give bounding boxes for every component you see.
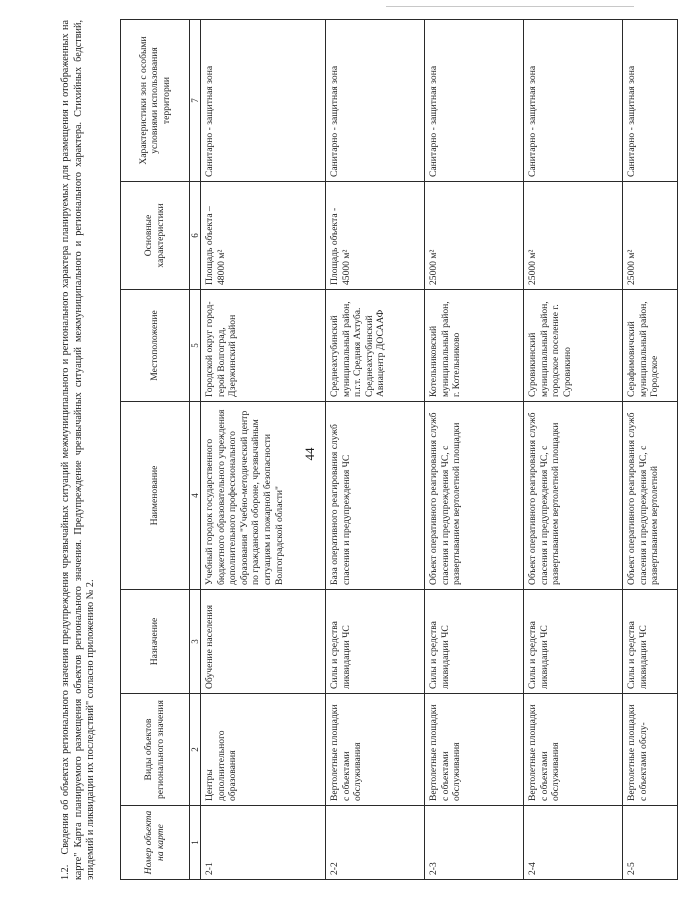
page-number: 44 — [302, 447, 317, 461]
cell-purpose: Силы и средства ликвидации ЧС — [326, 590, 425, 694]
cell-number: 2-2 — [326, 806, 425, 880]
cell-location: Котельниковский муниципальный район, г. Котельниково — [425, 290, 524, 402]
cell-name: Учебный городок государственного бюджетного образовательного учреждения дополнительного профессионального образования "Учебно-методический центр по гражданской обороне, чрезвычайным ситуациям и пожарной безопасности Волгоградской области" — [201, 402, 326, 590]
section-heading-text: Сведения об объектах регионального значения предупреждения чрезвычайных ситуаций межмуниципального и регионального характера планируемых для размещения и отображенных на карте" Карта планируемого размещения объектов регионального значения. Предупреждение чрезвычайных ситуаций межмуниципального и регионального характера. Стихийных бедствий, эпидемий и ликвидации их последствий" согласно приложению № 2. — [60, 19, 96, 880]
cell-characteristics: 25000 м² — [623, 182, 678, 290]
cell-name: База оперативного реагирования служб спасения и предупреждения ЧС — [326, 402, 425, 590]
cell-characteristics: 25000 м² — [425, 182, 524, 290]
cell-zones: Санитарно - защитная зона — [623, 20, 678, 182]
col-header-number: Номер объекта на карте — [121, 806, 190, 880]
cell-location: Суровикинский муниципальный район, городское поселение г. Суровикино — [524, 290, 623, 402]
cell-purpose: Силы и средства ликвидации ЧС — [524, 590, 623, 694]
section-number: 1.2. — [60, 864, 71, 880]
column-number: 6 — [190, 182, 201, 290]
cell-location: Городской округ город-герой Волгоград, Дзержинский район — [201, 290, 326, 402]
table-row — [326, 20, 425, 880]
scan-edge-line — [386, 6, 634, 7]
cell-zones: Санитарно - защитная зона — [524, 20, 623, 182]
column-number: 4 — [190, 402, 201, 590]
cell-number: 2-3 — [425, 806, 524, 880]
cell-name: Объект оперативного реагирования служб спасения и предупреждения ЧС, с развертыванием вертолетной площадки — [425, 402, 524, 590]
cell-number: 2-4 — [524, 806, 623, 880]
col-header-location: Местоположение — [121, 290, 190, 402]
cell-number: 2-1 — [201, 806, 326, 880]
cell-name: Объект оперативного реагирования служб спасения и предупреждения ЧС, с развертыванием вертолетной — [623, 402, 678, 590]
cell-type: Центры дополнительного образования — [201, 694, 326, 806]
cell-characteristics: 25000 м² — [524, 182, 623, 290]
column-number: 1 — [190, 806, 201, 880]
cell-characteristics: Площадь объекта – 48000 м² — [201, 182, 326, 290]
table-header-row — [121, 20, 190, 880]
col-header-zones: Характеристики зон с особыми условиями использования территории — [121, 20, 190, 182]
cell-type: Вертолетные площадки с объектами обслу- — [623, 694, 678, 806]
cell-zones: Санитарно - защитная зона — [326, 20, 425, 182]
cell-location: Среднеахтубинский муниципальный район, п.г.т. Средняя Ахтуба. Среднеахтубинский Авиацентр ДОСААФ — [326, 290, 425, 402]
cell-purpose: Обучение населения — [201, 590, 326, 694]
table-row — [623, 20, 678, 880]
cell-location: Серафимовичский муниципальный район, Городское — [623, 290, 678, 402]
col-header-characteristics: Основные характеристики — [121, 182, 190, 290]
col-header-purpose: Назначение — [121, 590, 190, 694]
cell-type: Вертолетные площадки с объектами обслуживания — [524, 694, 623, 806]
cell-type: Вертолетные площадки с объектами обслуживания — [326, 694, 425, 806]
cell-name: Объект оперативного реагирования служб спасения и предупреждения ЧС, с развертыванием вертолетной площадки — [524, 402, 623, 590]
column-number: 7 — [190, 20, 201, 182]
table-row — [524, 20, 623, 880]
cell-number: 2-5 — [623, 806, 678, 880]
column-number: 3 — [190, 590, 201, 694]
column-number: 5 — [190, 290, 201, 402]
cell-zones: Санитарно - защитная зона — [201, 20, 326, 182]
cell-zones: Санитарно - защитная зона — [425, 20, 524, 182]
rotated-sheet — [60, 19, 661, 880]
cell-characteristics: Площадь объекта - 45000 м² — [326, 182, 425, 290]
table-row — [425, 20, 524, 880]
column-number-row — [190, 20, 201, 880]
section-heading — [60, 20, 98, 880]
objects-table — [120, 19, 678, 880]
cell-purpose: Силы и средства ликвидации ЧС — [623, 590, 678, 694]
table-row — [201, 20, 326, 880]
cell-type: Вертолетные площадки с объектами обслуживания — [425, 694, 524, 806]
column-number: 2 — [190, 694, 201, 806]
col-header-type: Виды объектов регионального значения — [121, 694, 190, 806]
cell-purpose: Силы и средства ликвидации ЧС — [425, 590, 524, 694]
col-header-name: Наименование — [121, 402, 190, 590]
